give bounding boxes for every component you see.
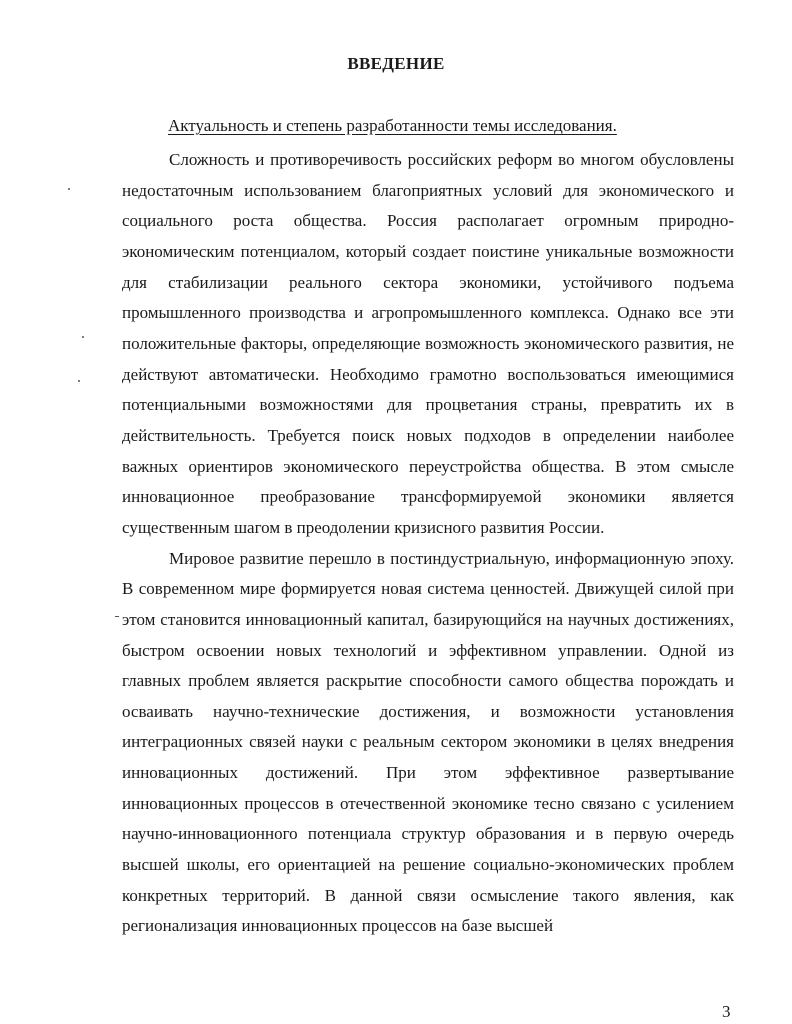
page-number: 3 xyxy=(722,1002,731,1021)
scan-speck xyxy=(68,188,70,190)
paragraph-1: Сложность и противоречивость российских реформ во многом обусловлены недостаточным использованием благоприятных условий для экономического и социального роста общества. Россия располагает огромным природно-экономическим потенциалом, который создает поистине уникальные возможности для стабилизации реального сектора экономики, устойчивого подъема промышленного производства и агропромышленного комплекса. Однако все эти положительные факторы, определяющие возможность экономического развития, не действуют автоматически. Необходимо грамотно воспользоваться имеющимися потенциальными возможностями для процветания страны, превратить их в действительность. Требуется поиск новых подходов в определении наиболее важных ориентиров экономического переустройства общества. В этом смысле инновационное преобразование трансформируемой экономики является существенным шагом в преодолении кризисного развития России. xyxy=(122,150,734,537)
scan-speck xyxy=(78,380,80,382)
scan-speck xyxy=(115,616,119,617)
page-title: ВВЕДЕНИЕ xyxy=(347,54,445,73)
section-subheading: Актуальность и степень разработанности темы исследования. xyxy=(168,116,617,135)
body-text xyxy=(122,145,734,942)
scan-speck xyxy=(82,336,84,338)
paragraph-2: Мировое развитие перешло в постиндустриальную, информационную эпоху. В современном мире формируется новая система ценностей. Движущей силой при этом становится инновационный капитал, базирующийся на научных достижениях, быстром освоении новых технологий и эффективном управлении. Одной из главных проблем является раскрытие способности самого общества порождать и осваивать научно-технические достижения, и возможности установления интеграционных связей науки с реальным сектором экономики в целях внедрения инновационных достижений. При этом эффективное развертывание инновационных процессов в отечественной экономике тесно связано с усилением научно-инновационного потенциала структур образования и в первую очередь высшей школы, его ориентацией на решение социально-экономических проблем конкретных территорий. В данной связи осмысление такого явления, как регионализация инновационных процессов на базе высшей xyxy=(122,548,734,936)
